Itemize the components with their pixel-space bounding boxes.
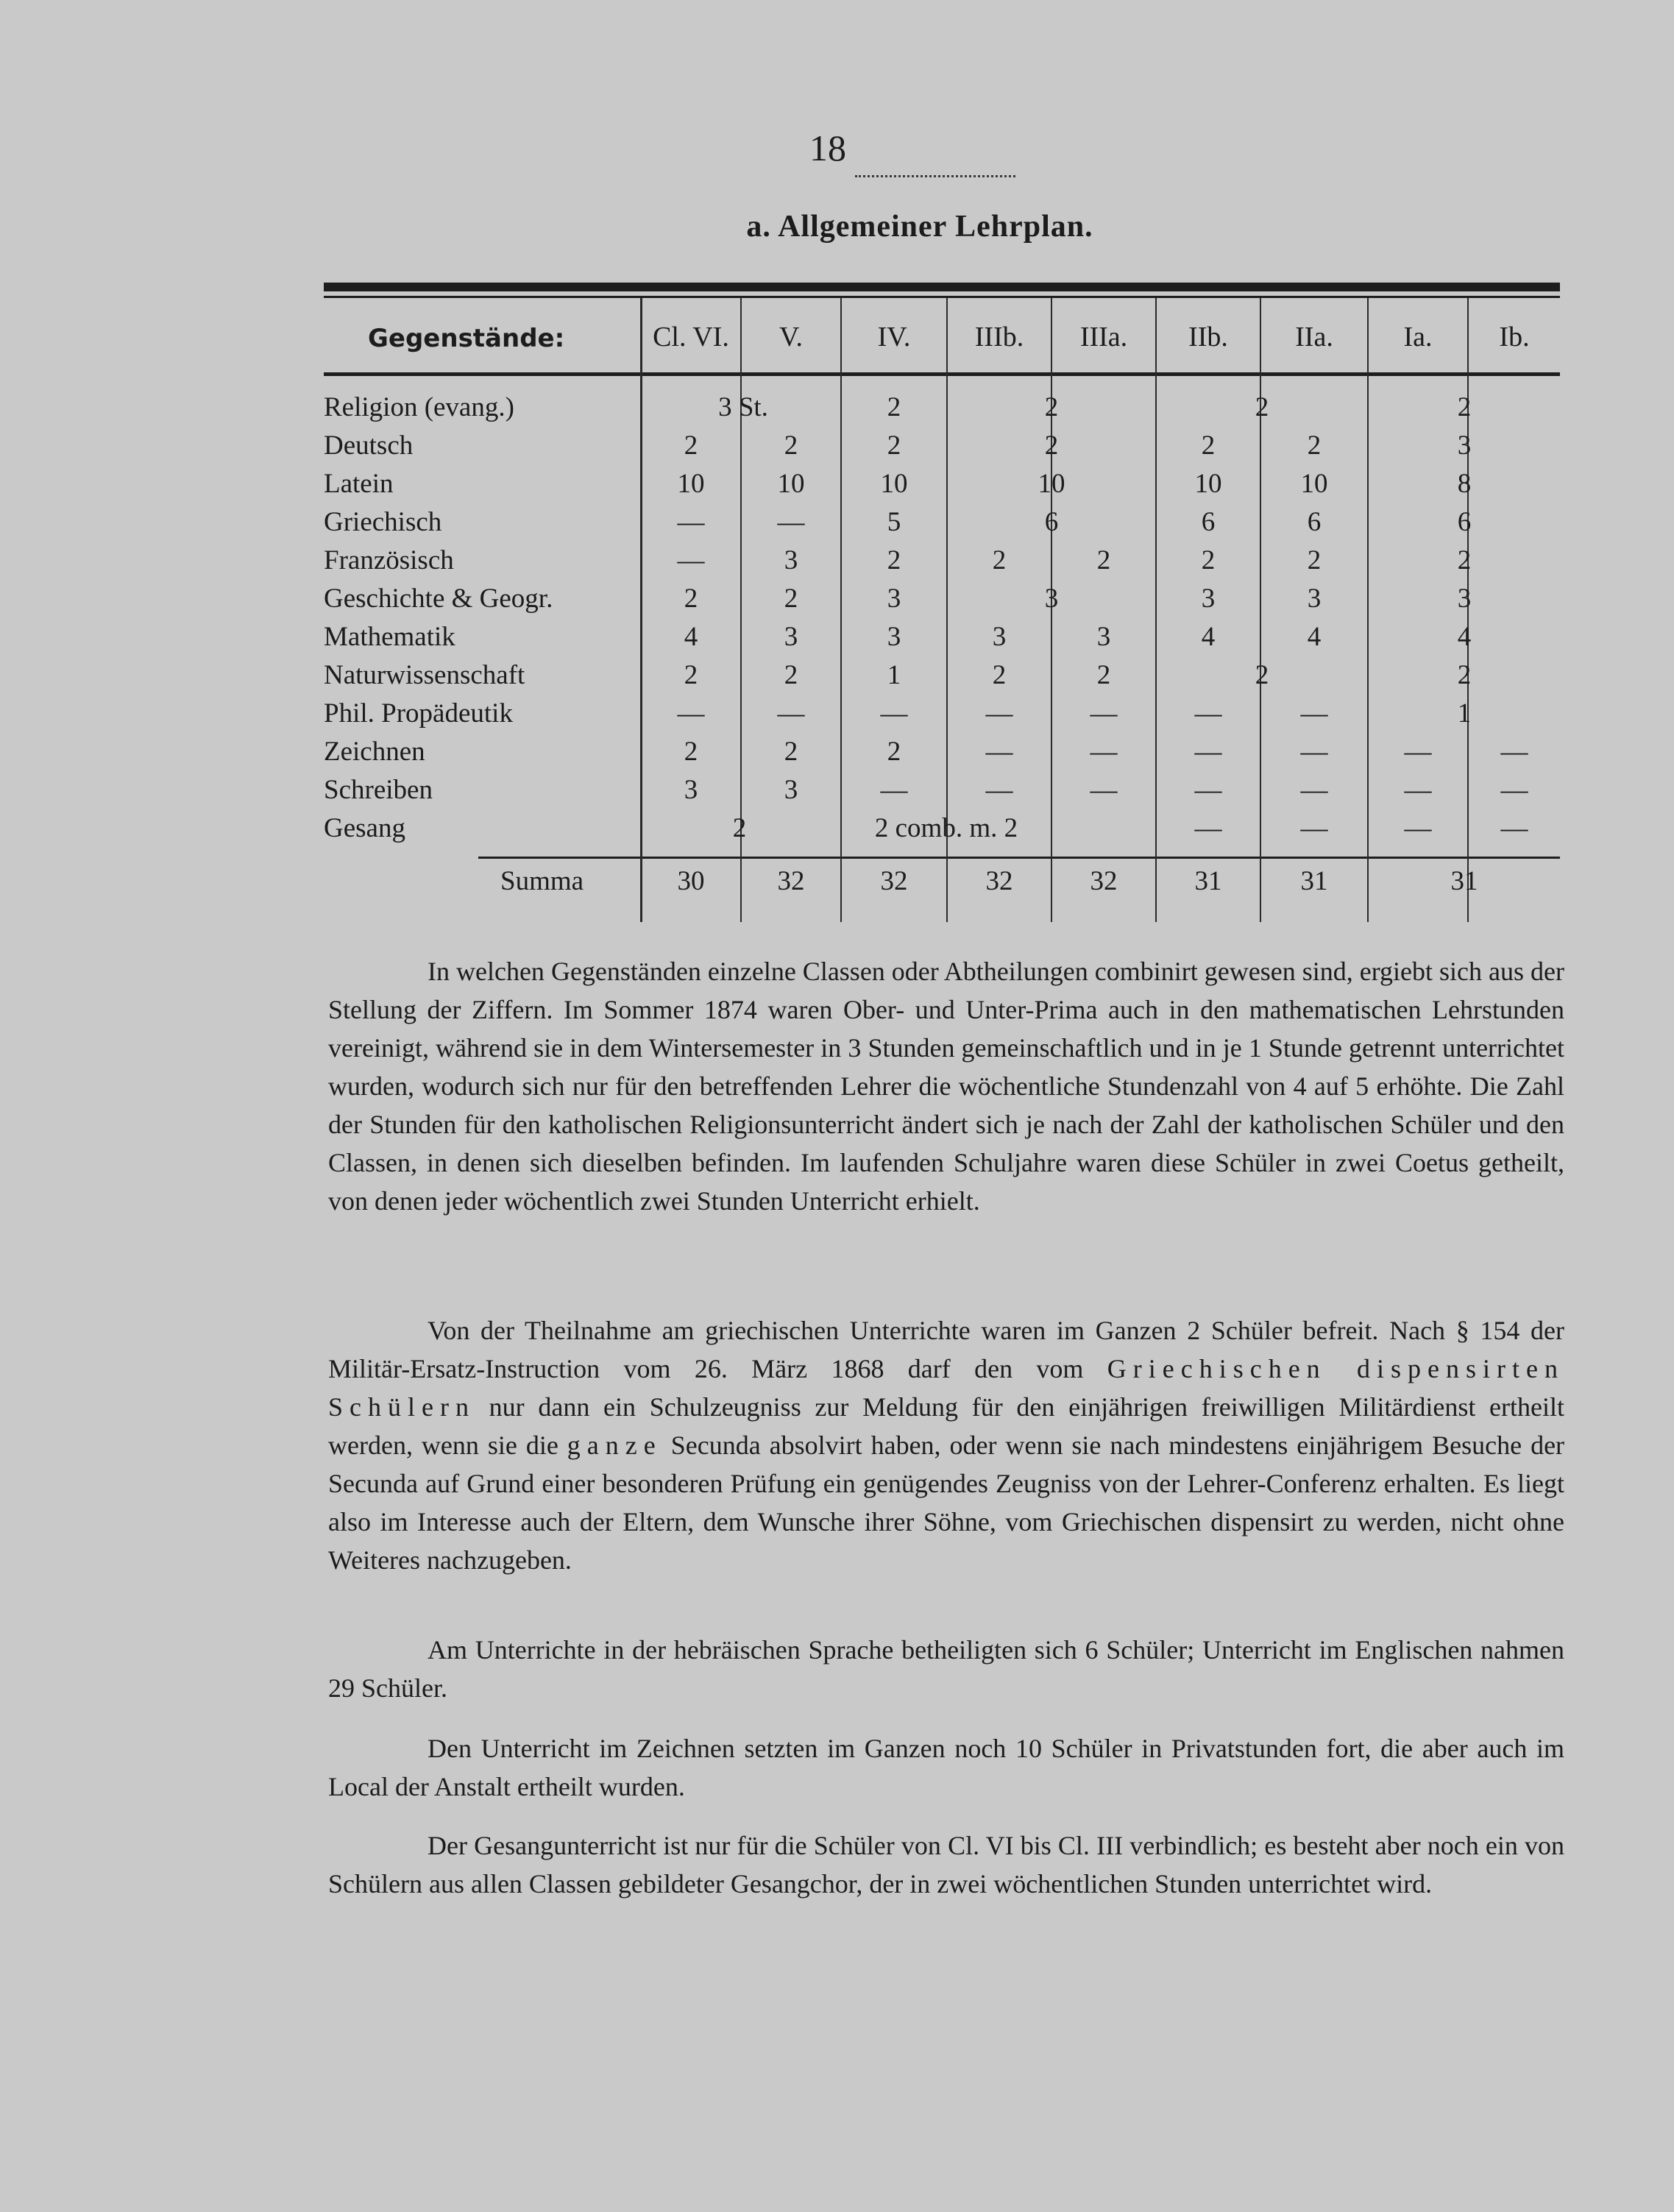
page-number: 18 (809, 127, 846, 169)
table-cell: — (985, 698, 1013, 729)
table-cell: 2 (887, 392, 901, 422)
table-cell: — (1194, 698, 1222, 729)
sum-cell: 31 (1194, 866, 1222, 896)
table-header-rule (324, 372, 1560, 376)
table-head-class: IIa. (1295, 322, 1333, 352)
row-subject: Naturwissenschaft (324, 660, 525, 690)
table-cell: 2 (784, 660, 798, 690)
table-head-class: Ia. (1403, 322, 1433, 352)
table-title: a. Allgemeiner Lehrplan. (746, 210, 1093, 244)
table-cell: 6 (1457, 507, 1472, 537)
table-cell: — (677, 545, 705, 575)
table-cell: 3 (1096, 622, 1111, 652)
table-top-rule (324, 283, 1560, 291)
table-cell: 2 (1255, 660, 1269, 690)
emphasized-text: Griechischen dispensirten Schülern (328, 1354, 1564, 1422)
paragraph-text: Von der Theilnahme am griechischen Unterrichte waren im Ganzen 2 Schüler befreit. Nach § 154 der Militär-Ersatz-Instruction vom 26. März 1868 darf den vom (328, 1316, 1564, 1383)
table-cell: 2 (684, 660, 698, 690)
table-cell: — (1500, 813, 1528, 843)
table-cell: 3 (784, 622, 798, 652)
table-cell: 4 (1457, 622, 1472, 652)
sum-label: Summa (500, 866, 584, 896)
table-cell: 3 (1044, 584, 1059, 614)
table-cell: 2 (1044, 430, 1059, 461)
table-cell: — (1300, 698, 1328, 729)
sum-cell: 32 (777, 866, 805, 896)
paragraph (328, 1729, 1564, 1806)
table-cell: 3 (784, 775, 798, 805)
table-cell: 3 (684, 775, 698, 805)
table-cell: 1 (887, 660, 901, 690)
table-cell: 6 (1044, 507, 1059, 537)
table-cell: — (985, 775, 1013, 805)
table-cell: 3 (992, 622, 1007, 652)
table-cell: — (777, 698, 805, 729)
table-cell: 2 (684, 737, 698, 767)
table-cell: 6 (1307, 507, 1322, 537)
table-cell: 2 comb. m. 2 (874, 813, 1018, 843)
table-cell: 2 (1307, 430, 1322, 461)
table-cell: — (1194, 737, 1222, 767)
table-cell: 2 (887, 545, 901, 575)
table-cell: 10 (1194, 469, 1222, 499)
table-cell: 2 (1255, 392, 1269, 422)
row-subject: Deutsch (324, 430, 414, 461)
table-cell: 2 (1201, 545, 1216, 575)
table-cell: — (985, 737, 1013, 767)
sum-cell: 32 (1090, 866, 1118, 896)
emphasized-text: ganze (567, 1431, 662, 1460)
row-subject: Französisch (324, 545, 454, 575)
sum-cell: 31 (1300, 866, 1328, 896)
row-subject: Mathematik (324, 622, 455, 652)
paragraph (328, 1311, 1564, 1579)
table-cell: 2 (784, 737, 798, 767)
paragraph (328, 1826, 1564, 1903)
table-head-class: Cl. VI. (653, 322, 729, 352)
row-subject: Gesang (324, 813, 405, 843)
paragraph-text: In welchen Gegenständen einzelne Classen oder Abtheilungen combinirt gewesen sind, ergiebt sich aus der Stellung der Ziffern. Im Sommer 1874 waren Ober- und Unter-Prima auch in den mathematischen Lehrstunden vereinigt, während sie in dem Wintersemester in 3 Stunden gemeinschaftlich und in je 1 Stunde getrennt unterrichtet wurden, wodurch sich nur für den betreffenden Lehrer die wöchentliche Stundenzahl von 4 auf 5 erhöhte. Die Zahl der Stunden für den katholischen Religionsunterricht ändert sich je nach der Zahl der katholischen Schüler und den Classen, in denen sich dieselben befinden. Im laufenden Schuljahre waren diese Schüler in zwei Coetus getheilt, von denen jeder wöchentlich zwei Stunden Unterricht erhielt. (328, 957, 1564, 1216)
table-cell: — (1500, 737, 1528, 767)
row-subject: Religion (evang.) (324, 392, 514, 422)
table-cell: — (1090, 775, 1118, 805)
table-cell: 3 (1457, 584, 1472, 614)
table-head-class: Ib. (1499, 322, 1530, 352)
table-cell: 3 (1457, 430, 1472, 461)
table-cell: 4 (684, 622, 698, 652)
table-head-class: IIIa. (1079, 322, 1128, 352)
table-cell: — (777, 507, 805, 537)
table-cell: 2 (1096, 660, 1111, 690)
table-cell: — (677, 698, 705, 729)
table-cell: 2 (684, 430, 698, 461)
table-cell: 4 (1307, 622, 1322, 652)
row-subject: Griechisch (324, 507, 442, 537)
table-head-class: IIb. (1188, 322, 1228, 352)
row-subject: Zeichnen (324, 737, 425, 767)
table-top-rule-thin (324, 296, 1560, 298)
table-cell: 10 (777, 469, 805, 499)
table-cell: 2 (1044, 392, 1059, 422)
table-head-subject: Gegenstände: (368, 324, 565, 353)
table-cell: — (1300, 813, 1328, 843)
table-cell: — (1500, 775, 1528, 805)
table-cell: 3 (887, 584, 901, 614)
row-subject: Schreiben (324, 775, 433, 805)
table-cell: 8 (1457, 469, 1472, 499)
table-cell: 2 (887, 430, 901, 461)
table-cell: 10 (880, 469, 908, 499)
table-cell: 5 (887, 507, 901, 537)
table-cell: — (1300, 775, 1328, 805)
table-cell: — (880, 698, 908, 729)
table-cell: 2 (1457, 545, 1472, 575)
row-subject: Latein (324, 469, 394, 499)
table-cell: 2 (1457, 392, 1472, 422)
table-cell: 2 (732, 813, 747, 843)
paragraph-text: Secunda absolvirt haben, oder wenn sie nach mindestens einjährigem Besuche der Secunda auf Grund einer besonderen Prüfung ein genügendes Zeugniss von der Lehrer-Conferenz erhalten. Es liegt also im Interesse auch der Eltern, dem Wunsche ihrer Söhne, vom Griechischen dispensirt zu werden, nicht ohne Weiteres nachzugeben. (328, 1431, 1565, 1575)
table-cell: 10 (1300, 469, 1328, 499)
table-cell: 10 (1038, 469, 1065, 499)
table-cell: 2 (1096, 545, 1111, 575)
table-cell: 3 St. (718, 392, 768, 422)
table-cell: 3 (784, 545, 798, 575)
table-cell: — (1090, 698, 1118, 729)
table-cell: — (1404, 775, 1432, 805)
table-cell: 6 (1201, 507, 1216, 537)
table-cell: — (1194, 813, 1222, 843)
sum-cell: 31 (1450, 866, 1478, 896)
table-head-class: V. (779, 322, 804, 352)
paragraph-text: Am Unterrichte in der hebräischen Sprache betheiligten sich 6 Schüler; Unterricht im Englischen nahmen 29 Schüler. (328, 1635, 1564, 1703)
table-cell: 2 (992, 660, 1007, 690)
table-cell: — (880, 775, 908, 805)
row-subject: Geschichte & Geogr. (324, 584, 553, 614)
table-cell: 3 (1307, 584, 1322, 614)
table-head-class: IIIb. (974, 322, 1024, 352)
row-subject: Phil. Propädeutik (324, 698, 513, 729)
paragraph-text: nur dann ein Schulzeugniss zur Meldung für den einjährigen freiwilligen Militärdienst ertheilt werden, wenn sie die (328, 1392, 1565, 1460)
table-cell: 2 (1307, 545, 1322, 575)
table-cell: — (1404, 813, 1432, 843)
page-number-ornament (855, 171, 1015, 177)
table-cell: — (1404, 737, 1432, 767)
table-cell: 3 (1201, 584, 1216, 614)
table-cell: 2 (784, 430, 798, 461)
table-cell: — (1300, 737, 1328, 767)
sum-cell: 32 (880, 866, 908, 896)
paragraph-text: Der Gesangunterricht ist nur für die Schüler von Cl. VI bis Cl. III verbindlich; es besteht aber noch ein von Schülern aus allen Classen gebildeter Gesangchor, der in zwei wöchentlichen Stunden unterrichtet wird. (328, 1831, 1564, 1899)
paragraph-text: Den Unterricht im Zeichnen setzten im Ganzen noch 10 Schüler in Privatstunden fort, die aber auch im Local der Anstalt ertheilt wurden. (328, 1734, 1564, 1801)
table-cell: 2 (1457, 660, 1472, 690)
table-cell: — (1090, 737, 1118, 767)
table-cell: 1 (1457, 698, 1472, 729)
sum-cell: 32 (985, 866, 1013, 896)
table-cell: 2 (992, 545, 1007, 575)
sum-cell: 30 (677, 866, 705, 896)
table-cell: 2 (684, 584, 698, 614)
paragraph (328, 952, 1564, 1220)
table-cell: 2 (887, 737, 901, 767)
table-cell: 2 (1201, 430, 1216, 461)
paragraph (328, 1631, 1564, 1707)
table-cell: 2 (784, 584, 798, 614)
table-cell: 10 (677, 469, 705, 499)
table-cell: 3 (887, 622, 901, 652)
table-cell: — (1194, 775, 1222, 805)
table-head-class: IV. (877, 322, 911, 352)
table-cell: — (677, 507, 705, 537)
table-cell: 4 (1201, 622, 1216, 652)
